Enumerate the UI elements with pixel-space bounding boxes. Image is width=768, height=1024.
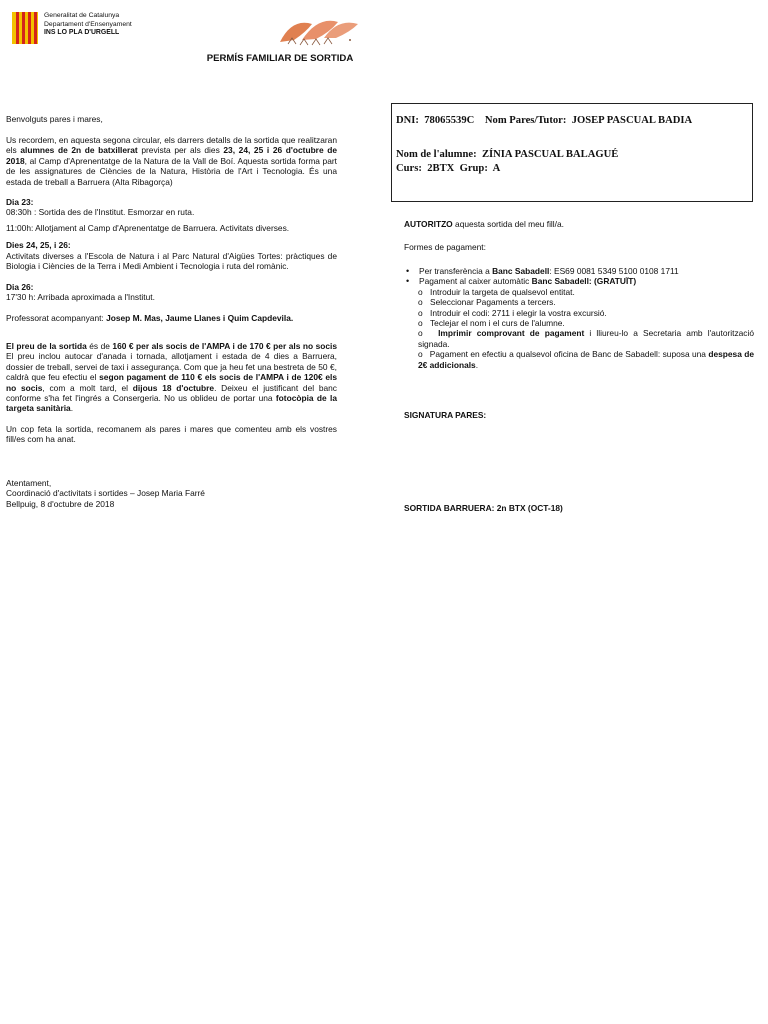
sign-line3: Bellpuig, 8 d'octubre de 2018 (6, 498, 115, 509)
day1-line-b: 11:00h: Allotjament al Camp d'Aprenentatge de Barruera. Activitats diverses. (6, 223, 290, 233)
authorization-line: AUTORITZO aquesta sortida del meu fill/a. (404, 219, 564, 229)
sign-line2: Coordinació d'activitats i sortides – Josep Maria Farré (6, 488, 205, 499)
day3-title: Dia 26: (6, 282, 34, 292)
atm-step-3: o Introduir el codi: 2711 i elegir la vostra excursió. (418, 307, 607, 318)
course-value: 2BTX (427, 163, 455, 174)
atm-step-4: o Teclejar el nom i el curs de l'alumne. (418, 318, 565, 329)
day1-line-a: 08:30h : Sortida des de l'Institut. Esmorzar en ruta. (6, 207, 195, 217)
payment-title: Formes de pagament: (404, 242, 486, 252)
student-name: ZÍNIA PASCUAL BALAGUÉ (481, 149, 619, 160)
parents-signature-label: SIGNATURA PARES: (404, 410, 487, 420)
greeting: Benvolguts pares i mares, (6, 114, 103, 124)
closing-paragraph: Un cop feta la sortida, recomanem als pares i mares que comenteu amb els vostres fill/es com ha anat. (6, 424, 337, 445)
atm-step-5: o Imprimir comprovant de pagament i lliureu-lo a Secretaria amb l'autorització signada. (418, 328, 755, 349)
document-title: PERMÍS FAMILIAR DE SORTIDA (206, 53, 354, 64)
atm-step-1: o Introduir la targeta de qualsevol entitat. (418, 286, 575, 297)
day3-text: 17'30 h: Arribada aproximada a l'Institut. (6, 292, 155, 302)
price-paragraph: El preu de la sortida és de 160 € per als socis de l'AMPA i de 170 € per als no socis El preu inclou autocar d'anada i tornada, allotjament i estada de 4 dies a Barruera, dossier de treball, servei de taxi i assegurança. Com que ja heu fet una bestreta de 50 €, caldrà que feu efectiu el segon pagament de 110 € els socis de l'AMPA i de 120€ els no socis, com a molt tard, el dijous 18 d'octubre. Deixeu el justificant del banc conforme s'ha fet l'ingrés a Consergeria. No us oblideu de portar una fotocòpia de la targeta sanitària. (6, 341, 337, 414)
atm-item: • Pagament al caixer automàtic Banc Sabadell: (GRATUÏT) (404, 276, 754, 286)
day1-title: Dia 23: (6, 197, 34, 207)
school-name: INS LO PLA D'URGELL (44, 29, 120, 37)
gov-line1: Generalitat de Catalunya (44, 12, 120, 19)
intro-paragraph: Us recordem, en aquesta segona circular, els darrers detalls de la sortida que realitzaran els alumnes de 2n de batxillerat prevista per als dies 23, 24, 25 i 26 d'octubre de 2018, al Camp d'Aprenentatge de la Natura de la Vall de Boí. Aquesta sortida forma part de les assignatures de Ciències de la Natura, Història de l'Art i Tecnologia. És una estada de treball a Barruera (Alta Ribagorça) (6, 135, 338, 187)
school-emblem-logo (272, 14, 364, 48)
payment-methods (404, 266, 754, 370)
gov-line2: Departament d'Ensenyament (44, 20, 132, 28)
course-row: Curs: 2BTX Grup: A (396, 163, 501, 174)
day2-title: Dies 24, 25, i 26: (6, 240, 71, 250)
dni-value: 78065539C (424, 115, 475, 126)
teachers-line: Professorat acompanyant: Josep M. Mas, Jaume Llanes i Quim Capdevila. (6, 313, 294, 323)
student-row: Nom de l'alumne: ZÍNIA PASCUAL BALAGUÉ (396, 149, 619, 160)
group-value: A (492, 163, 501, 174)
institution-text (44, 12, 132, 38)
signature-block (6, 478, 337, 509)
parent-name: JOSEP PASCUAL BADIA (571, 115, 693, 126)
student-info-box (391, 103, 753, 202)
sign-line1: Atentament, (6, 478, 52, 488)
cash-step: o Pagament en efectiu a qualsevol oficina de Banc de Sabadell: suposa una despesa de 2€ addicionals. (418, 349, 755, 370)
footer-trip-label: SORTIDA BARRUERA: 2n BTX (OCT-18) (404, 503, 563, 513)
dni-parent-row: DNI: 78065539C Nom Pares/Tutor: JOSEP PASCUAL BADIA (396, 115, 693, 126)
generalitat-flag-logo (12, 12, 38, 44)
day2-text: Activitats diverses a l'Escola de Natura i al Parc Natural d'Aigües Tortes: pràctiques de Biologia i Ciències de la Terra i Medi Ambient i Tecnologia i ruta del romànic. (6, 251, 337, 272)
transfer-item: • Per transferència a Banc Sabadell: ES69 0081 5349 5100 0108 1711 (404, 266, 754, 276)
atm-step-2: o Seleccionar Pagaments a tercers. (418, 297, 556, 308)
